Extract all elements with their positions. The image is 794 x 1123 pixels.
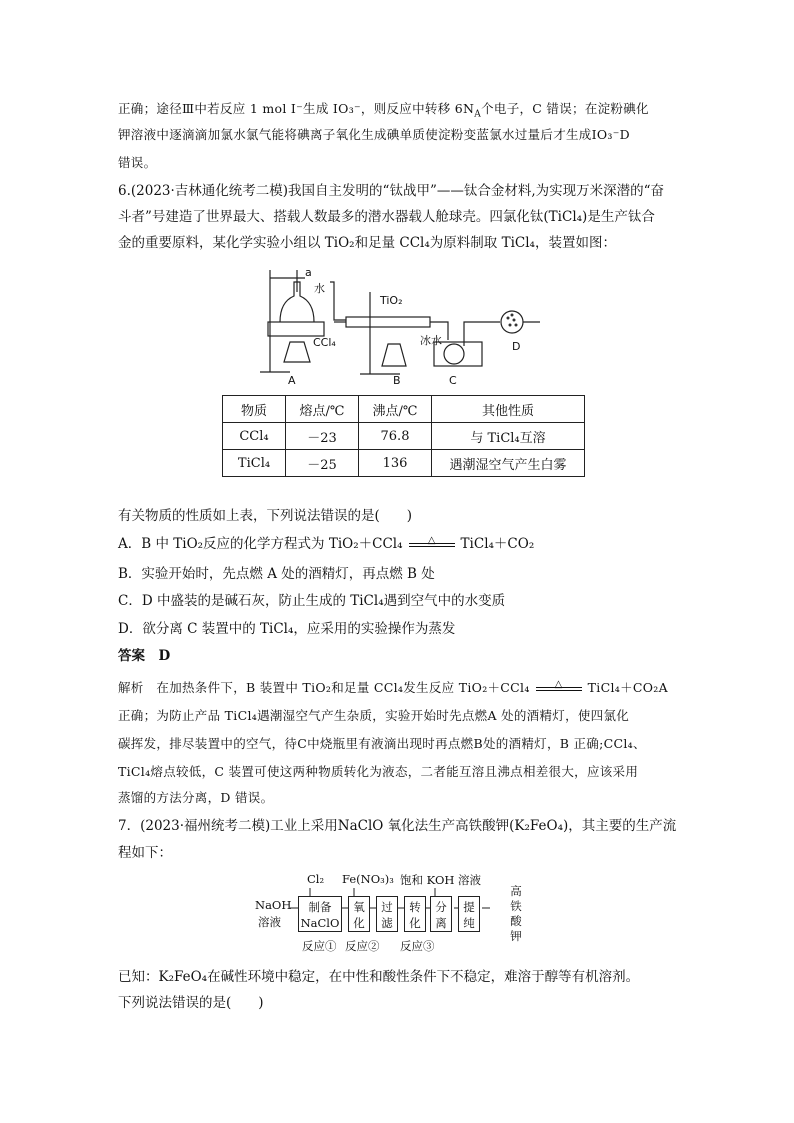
flow-box-convert: 转 化 [404,896,426,932]
flow-fe-nitrate: Fe(NO₃)₃ [342,872,394,886]
table-row [223,450,585,477]
flow-reaction-1: 反应① [302,939,337,953]
table-cell: －23 [286,423,359,450]
q6-option-c: C．D 中盛装的是碱石灰，防止生成的 TiCl₄遇到空气中的水变质 [118,593,506,609]
table-header: 其他性质 [432,396,585,423]
q7-known: 已知：K₂FeO₄在碱性环境中稳定，在中性和酸性条件下不稳定，难溶于醇等有机溶剂。 [118,969,640,985]
table-header: 熔点/℃ [286,396,359,423]
heat-condition: △ [409,538,455,552]
label-A: A [288,374,296,387]
q7-line-1: 7．(2023·福州统考二模)工业上采用NaClO 氧化法生产高铁酸钾(K₂FeO₄)，其主要的生产流 [118,818,677,834]
label-d: D [512,340,521,353]
label-ice-water: 冰水 [420,334,442,347]
apparatus-figure [250,262,550,390]
table-header-row [223,396,585,423]
intro-line-1: 正确；途径Ⅲ中若反应 1 mol I⁻生成 IO₃⁻，则反应中转移 $6N_A$个电子，C 错误；在淀粉碘化 [118,101,649,120]
q6-line-2: 斗者”号建造了世界最大、搭载人数最多的潜水器载人舱球壳。四氯化钛(TiCl₄)是生产钛合 [118,209,655,225]
q6-option-d: D．欲分离 C 装置中的 TiCl₄，应采用的实验操作为蒸发 [118,621,456,637]
flow-box-purify: 提 纯 [458,896,480,932]
flow-reaction-2: 反应② [345,939,380,953]
table-cell: 76.8 [359,423,432,450]
flow-cl2: Cl₂ [307,872,325,886]
q6-option-b: B．实验开始时，先点燃 A 处的酒精灯，再点燃 B 处 [118,566,435,582]
q6-analysis-5: 蒸馏的方法分离，D 错误。 [118,790,274,805]
table-cell: CCl₄ [223,423,286,450]
flow-input-2: 溶液 [258,915,281,929]
table-header: 沸点/℃ [359,396,432,423]
q6-option-a: A．B 中 TiO₂反应的化学方程式为 TiO₂＋CCl₄ △ TiCl₄＋CO₂ [118,534,535,552]
flow-box-separate: 分 离 [430,896,452,932]
table-cell: 遇潮湿空气产生白雾 [432,450,585,477]
label-tio2: TiO₂ [380,294,403,307]
q6-analysis-2: 正确；为防止产品 TiCl₄遇潮湿空气产生杂质，实验开始时先点燃A 处的酒精灯，使四氯化 [118,708,630,723]
intro-line-3: 错误。 [118,155,157,170]
q7-stem: 下列说法错误的是( ) [118,995,264,1011]
q6-analysis-3: 碳挥发，排尽装置中的空气，待C中烧瓶里有液滴出现时再点燃B处的酒精灯，B 正确;CCl₄、 [118,736,646,751]
flow-output: 高 铁 酸 钾 [510,884,522,943]
q6-analysis-4: TiCl₄熔点较低，C 装置可使这两种物质转化为液态，二者能互溶且沸点相差很大，应该采用 [118,764,639,779]
label-a: a [305,266,312,279]
table-cell: －25 [286,450,359,477]
flow-box-prepare: 制备 NaClO [298,896,342,932]
q6-analysis-1: 解析 在加热条件下，B 装置中 TiO₂和足量 CCl₄发生反应 TiO₂＋CCl₄ △ TiCl₄＋CO₂A [118,678,668,695]
table-header: 物质 [223,396,286,423]
table-cell: 与 TiCl₄互溶 [432,423,585,450]
flow-box-oxidize: 氧 化 [348,896,370,932]
flow-input-1: NaOH [255,898,292,912]
table-cell: 136 [359,450,432,477]
intro-line-2: 钾溶液中逐滴滴加氯水氯气能将碘离子氧化生成碘单质使淀粉变蓝氯水过量后才生成IO₃⁻D [118,127,630,142]
q6-answer: 答案 D [118,648,171,664]
property-table [222,395,585,477]
table-row [223,423,585,450]
label-water: 水 [314,282,325,295]
q7-line-2: 程如下： [118,845,172,861]
flow-koh: 饱和 KOH 溶液 [400,873,482,887]
label-ccl4: CCl₄ [313,336,336,349]
heat-condition: △ [536,682,582,696]
q6-stem: 有关物质的性质如上表，下列说法错误的是( ) [118,508,413,524]
label-B: B [393,374,401,387]
q6-line-1: 6.(2023·吉林通化统考二模)我国自主发明的“钛战甲”——钛合金材料,为实现万米深潜的“奋 [118,183,665,199]
table-cell: TiCl₄ [223,450,286,477]
flow-box-filter: 过 滤 [376,896,398,932]
label-C: C [449,374,457,387]
flow-reaction-3: 反应③ [400,939,435,953]
q6-line-3: 金的重要原料，某化学实验小组以 TiO₂和足量 CCl₄为原料制取 TiCl₄，装置如图： [118,235,616,251]
